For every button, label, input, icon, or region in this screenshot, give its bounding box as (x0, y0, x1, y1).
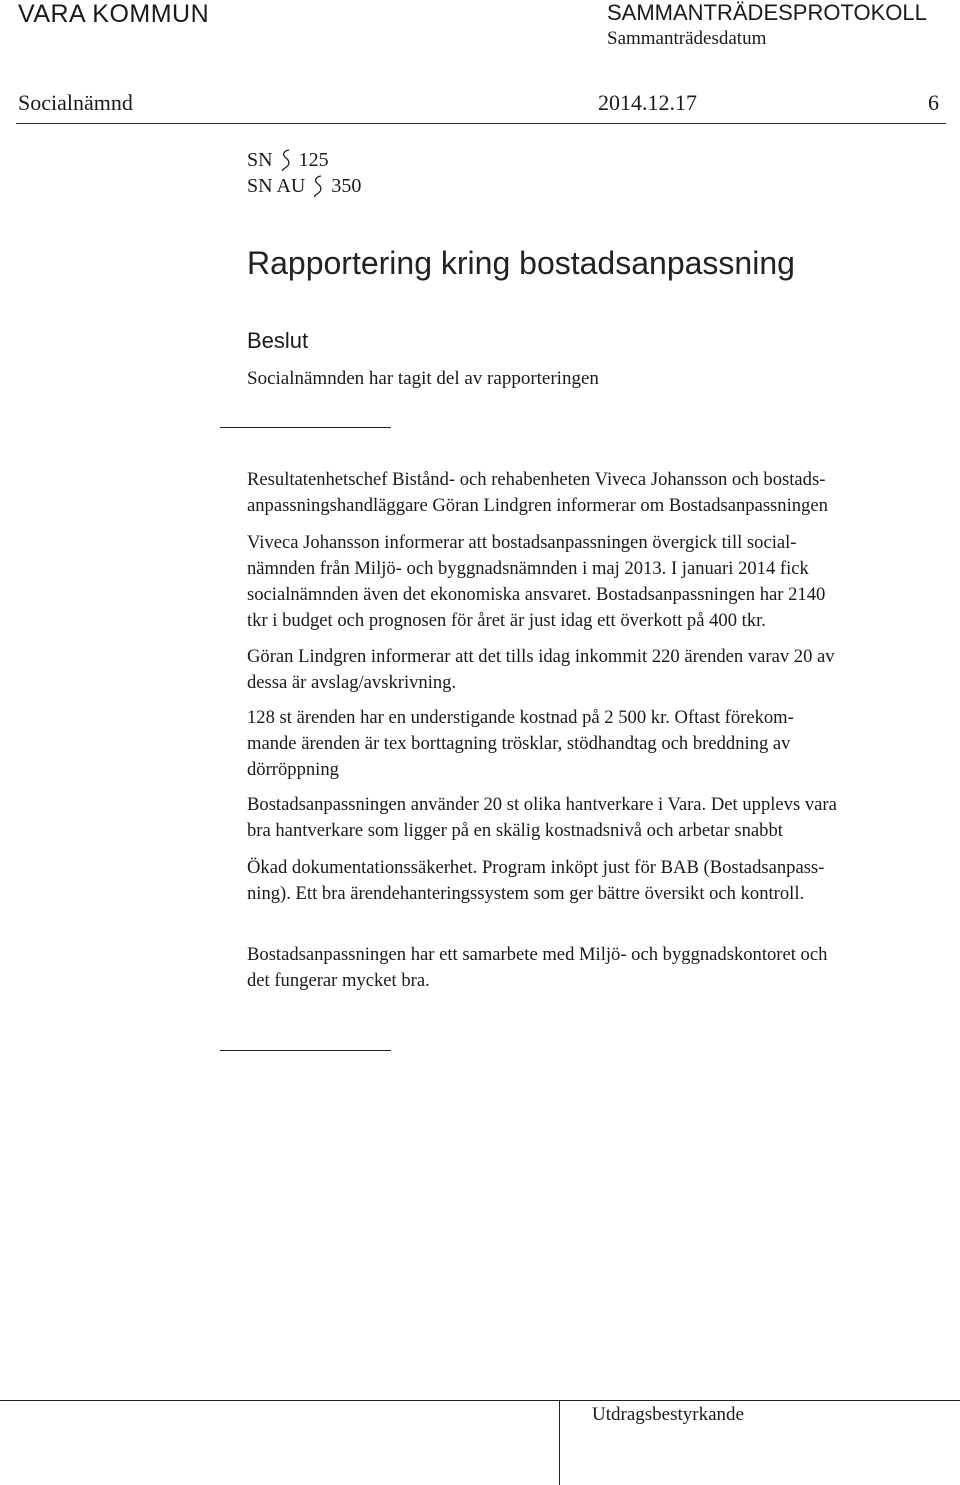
page-title: Rapportering kring bostadsanpassning (247, 245, 795, 281)
paragraph (247, 792, 947, 844)
paragraph-line: nämnden från Miljö- och byggnadsnämnden i maj 2013. I januari 2014 fick (247, 558, 809, 579)
paragraph-line: Bostadsanpassningen använder 20 st olika hantverkare i Vara. Det upplevs vara (247, 794, 837, 815)
decision-text: Socialnämnden har tagit del av rapporteringen (247, 368, 599, 389)
paragraph (247, 530, 947, 634)
reference-prefix: SN (247, 149, 273, 171)
paragraph-line: Ökad dokumentationssäkerhet. Program inköpt just för BAB (Bostadsanpass- (247, 857, 825, 878)
organization-name: VARA KOMMUN (18, 0, 210, 28)
paragraph (247, 644, 947, 696)
paragraph (247, 855, 947, 907)
date-label: Sammanträdesdatum (607, 28, 767, 49)
footer-divider (0, 1400, 960, 1401)
section-divider (220, 427, 391, 428)
reference-row (247, 147, 361, 173)
paragraph (247, 705, 947, 783)
section-divider (220, 1050, 391, 1051)
paragraph-line: Göran Lindgren informerar att det tills idag inkommit 220 ärenden varav 20 av (247, 646, 835, 667)
paragraph-line: dessa är avslag/avskrivning. (247, 672, 457, 693)
paragraph-line: bra hantverkare som ligger på en skälig kostnadsnivå och arbetar snabbt (247, 820, 783, 841)
paragraph-line: socialnämnden även det ekonomiska ansvaret. Bostadsanpassningen har 2140 (247, 584, 826, 605)
paragraph-line: ning). Ett bra ärendehanteringssystem som ger bättre översikt och kontroll. (247, 883, 805, 904)
paragraph (247, 942, 947, 994)
page-number: 6 (928, 90, 939, 115)
paragraph (247, 467, 947, 519)
meeting-date: 2014.12.17 (598, 90, 697, 115)
reference-prefix: SN AU (247, 175, 306, 197)
document-type: SAMMANTRÄDESPROTOKOLL (607, 0, 927, 25)
paragraph-line: mande ärenden är tex borttagning trösklar, stödhandtag och breddning av (247, 733, 791, 754)
paragraph-references (247, 147, 361, 199)
paragraph-line: tkr i budget och prognosen för året är just idag ett överkott på 400 tkr. (247, 610, 766, 631)
reference-number: 350 (331, 175, 362, 197)
paragraph-line: Viveca Johansson informerar att bostadsanpassningen övergick till social- (247, 532, 797, 553)
paragraph-line: dörröppning (247, 759, 339, 780)
paragraph-line: anpassningshandläggare Göran Lindgren informerar om Bostadsanpassningen (247, 495, 828, 516)
footer-column-divider (559, 1400, 560, 1485)
paragraph-line: det fungerar mycket bra. (247, 970, 430, 991)
paragraph-line: 128 st ärenden har en understigande kostnad på 2 500 kr. Oftast förekom- (247, 707, 794, 728)
section-sign-icon (311, 174, 325, 198)
decision-heading: Beslut (247, 328, 309, 353)
header-divider (16, 123, 946, 124)
reference-row (247, 173, 361, 199)
paragraph-line: Bostadsanpassningen har ett samarbete med Miljö- och byggnadskontoret och (247, 944, 828, 965)
committee-name: Socialnämnd (18, 90, 133, 115)
reference-number: 125 (298, 149, 329, 171)
certification-label: Utdragsbestyrkande (592, 1404, 744, 1425)
paragraph-line: Resultatenhetschef Bistånd- och rehabenheten Viveca Johansson och bostads- (247, 469, 826, 490)
section-sign-icon (279, 148, 293, 172)
